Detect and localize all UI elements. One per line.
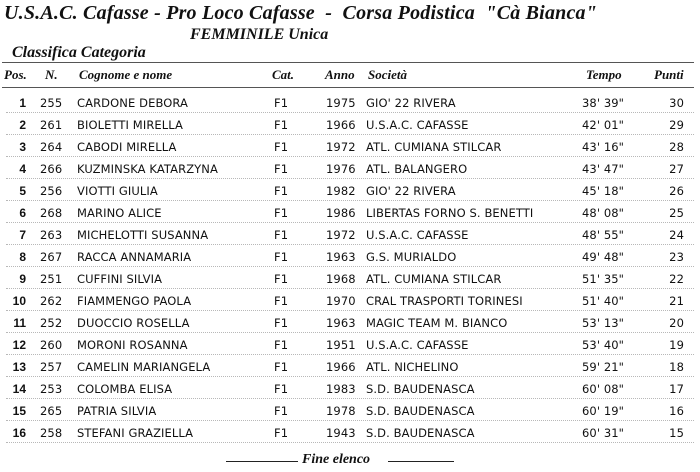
row-name: COLOMBA ELISA [77,382,173,396]
row-points: 21 [669,294,684,308]
row-year: 1978 [326,404,356,418]
row-time: 60' 31" [582,426,625,440]
row-name: MICHELOTTI SUSANNA [77,228,209,242]
row-separator [6,244,694,245]
row-name: FIAMMENGO PAOLA [77,294,192,308]
row-time: 45' 18" [582,184,625,198]
row-separator [6,288,694,289]
row-name: CUFFINI SILVIA [77,272,163,286]
row-year: 1963 [326,250,356,264]
row-category: F1 [274,360,289,374]
row-society: ATL. BALANGERO [366,162,468,176]
row-separator [6,178,694,179]
row-year: 1972 [326,228,356,242]
row-pos: 9 [19,272,26,286]
row-pos: 3 [19,140,26,154]
col-header-punti: Punti [654,67,684,82]
row-name: PATRIA SILVIA [77,404,157,418]
row-points: 17 [669,382,684,396]
row-name: VIOTTI GIULIA [77,184,158,198]
table-row [0,224,700,246]
row-category: F1 [274,382,289,396]
table-row [0,268,700,290]
row-points: 22 [669,272,684,286]
row-number: 257 [40,360,63,374]
row-category: F1 [274,118,289,132]
row-time: 60' 19" [582,404,625,418]
row-pos: 1 [19,96,26,110]
footer-dash-right [388,461,454,462]
row-time: 49' 48" [582,250,625,264]
row-category: F1 [274,184,289,198]
row-time: 53' 13" [582,316,625,330]
col-header-anno: Anno [325,67,355,82]
row-separator [6,442,694,443]
row-time: 48' 55" [582,228,625,242]
row-separator [6,266,694,267]
subtitle-label: Classifica Categoria [12,44,146,61]
row-society: MAGIC TEAM M. BIANCO [366,316,508,330]
row-pos: 16 [12,426,26,440]
row-name: MARINO ALICE [77,206,162,220]
row-category: F1 [274,206,289,220]
row-time: 48' 08" [582,206,625,220]
row-pos: 8 [19,250,26,264]
header-top-rule [2,62,694,63]
row-society: CRAL TRASPORTI TORINESI [366,294,523,308]
row-year: 1982 [326,184,356,198]
row-category: F1 [274,96,289,110]
row-time: 43' 16" [582,140,625,154]
row-points: 25 [669,206,684,220]
row-society: S.D. BAUDENASCA [366,426,475,440]
row-pos: 13 [12,360,26,374]
footer-text: Fine elenco [302,452,371,467]
row-separator [6,156,694,157]
table-row [0,114,700,136]
row-separator [6,310,694,311]
row-points: 26 [669,184,684,198]
row-year: 1966 [326,360,356,374]
row-separator [6,134,694,135]
row-year: 1951 [326,338,356,352]
page-title: U.S.A.C. Cafasse - Pro Loco Cafasse - Corsa Podistica "Cà Bianca" [4,2,598,24]
row-number: 251 [40,272,63,286]
row-pos: 2 [19,118,26,132]
row-points: 19 [669,338,684,352]
row-time: 42' 01" [582,118,625,132]
table-row [0,400,700,422]
row-separator [6,354,694,355]
row-separator [6,112,694,113]
row-points: 16 [669,404,684,418]
table-row [0,92,700,114]
row-pos: 15 [12,404,26,418]
category-label: FEMMINILE Unica [190,26,329,43]
row-points: 27 [669,162,684,176]
row-time: 43' 47" [582,162,625,176]
row-number: 267 [40,250,63,264]
footer [0,452,700,470]
row-number: 262 [40,294,63,308]
row-points: 23 [669,250,684,264]
row-separator [6,420,694,421]
row-name: MORONI ROSANNA [77,338,188,352]
row-points: 29 [669,118,684,132]
row-year: 1970 [326,294,356,308]
table-row [0,202,700,224]
row-year: 1963 [326,316,356,330]
row-year: 1943 [326,426,356,440]
row-name: DUOCCIO ROSELLA [77,316,190,330]
row-time: 38' 39" [582,96,625,110]
col-header-pos: Pos. [4,67,27,82]
row-category: F1 [274,338,289,352]
row-pos: 7 [19,228,26,242]
row-society: GIO' 22 RIVERA [366,96,456,110]
row-number: 265 [40,404,63,418]
row-year: 1966 [326,118,356,132]
row-category: F1 [274,162,289,176]
row-time: 60' 08" [582,382,625,396]
row-category: F1 [274,426,289,440]
row-number: 258 [40,426,63,440]
table-row [0,180,700,202]
row-society: LIBERTAS FORNO S. BENETTI [366,206,534,220]
row-category: F1 [274,250,289,264]
row-time: 51' 40" [582,294,625,308]
row-time: 51' 35" [582,272,625,286]
row-pos: 14 [12,382,26,396]
row-year: 1983 [326,382,356,396]
row-pos: 5 [19,184,26,198]
row-number: 263 [40,228,63,242]
table-row [0,378,700,400]
row-separator [6,332,694,333]
row-society: U.S.A.C. CAFASSE [366,338,469,352]
row-society: S.D. BAUDENASCA [366,382,475,396]
row-society: G.S. MURIALDO [366,250,457,264]
row-number: 264 [40,140,63,154]
col-header-name: Cognome e nome [79,67,173,82]
row-society: ATL. CUMIANA STILCAR [366,272,502,286]
row-name: BIOLETTI MIRELLA [77,118,184,132]
table-row [0,136,700,158]
table-row [0,422,700,444]
row-category: F1 [274,316,289,330]
row-category: F1 [274,228,289,242]
col-header-tempo: Tempo [586,67,622,82]
row-society: GIO' 22 RIVERA [366,184,456,198]
row-society: U.S.A.C. CAFASSE [366,228,469,242]
col-header-cat: Cat. [272,67,295,82]
row-number: 266 [40,162,63,176]
row-pos: 6 [19,206,26,220]
row-number: 256 [40,184,63,198]
row-number: 261 [40,118,63,132]
row-number: 260 [40,338,63,352]
table-row [0,334,700,356]
table-row [0,158,700,180]
header-bottom-rule [2,87,694,88]
row-year: 1986 [326,206,356,220]
row-separator [6,222,694,223]
row-time: 59' 21" [582,360,625,374]
row-time: 53' 40" [582,338,625,352]
row-year: 1976 [326,162,356,176]
row-separator [6,376,694,377]
col-header-societa: Società [368,67,407,82]
row-points: 30 [669,96,684,110]
row-society: ATL. CUMIANA STILCAR [366,140,502,154]
table-row [0,312,700,334]
row-category: F1 [274,140,289,154]
row-name: CARDONE DEBORA [77,96,188,110]
row-points: 24 [669,228,684,242]
row-society: ATL. NICHELINO [366,360,459,374]
row-pos: 11 [13,316,26,330]
row-pos: 4 [19,162,26,176]
row-name: RACCA ANNAMARIA [77,250,192,264]
row-separator [6,398,694,399]
row-name: CABODI MIRELLA [77,140,177,154]
row-category: F1 [274,404,289,418]
row-points: 28 [669,140,684,154]
row-year: 1972 [326,140,356,154]
table-row [0,246,700,268]
row-points: 18 [669,360,684,374]
row-number: 255 [40,96,63,110]
row-pos: 12 [12,338,26,352]
row-name: KUZMINSKA KATARZYNA [77,162,218,176]
footer-dash-left [226,461,298,462]
row-name: CAMELIN MARIANGELA [77,360,211,374]
row-points: 20 [669,316,684,330]
col-header-n: N. [45,67,58,82]
table-row [0,356,700,378]
row-society: U.S.A.C. CAFASSE [366,118,469,132]
row-society: S.D. BAUDENASCA [366,404,475,418]
row-number: 253 [40,382,63,396]
row-year: 1975 [326,96,356,110]
row-category: F1 [274,294,289,308]
row-year: 1968 [326,272,356,286]
row-points: 15 [669,426,684,440]
row-pos: 10 [12,294,26,308]
row-number: 268 [40,206,63,220]
row-name: STEFANI GRAZIELLA [77,426,194,440]
row-category: F1 [274,272,289,286]
table-row [0,290,700,312]
row-separator [6,200,694,201]
row-number: 252 [40,316,63,330]
